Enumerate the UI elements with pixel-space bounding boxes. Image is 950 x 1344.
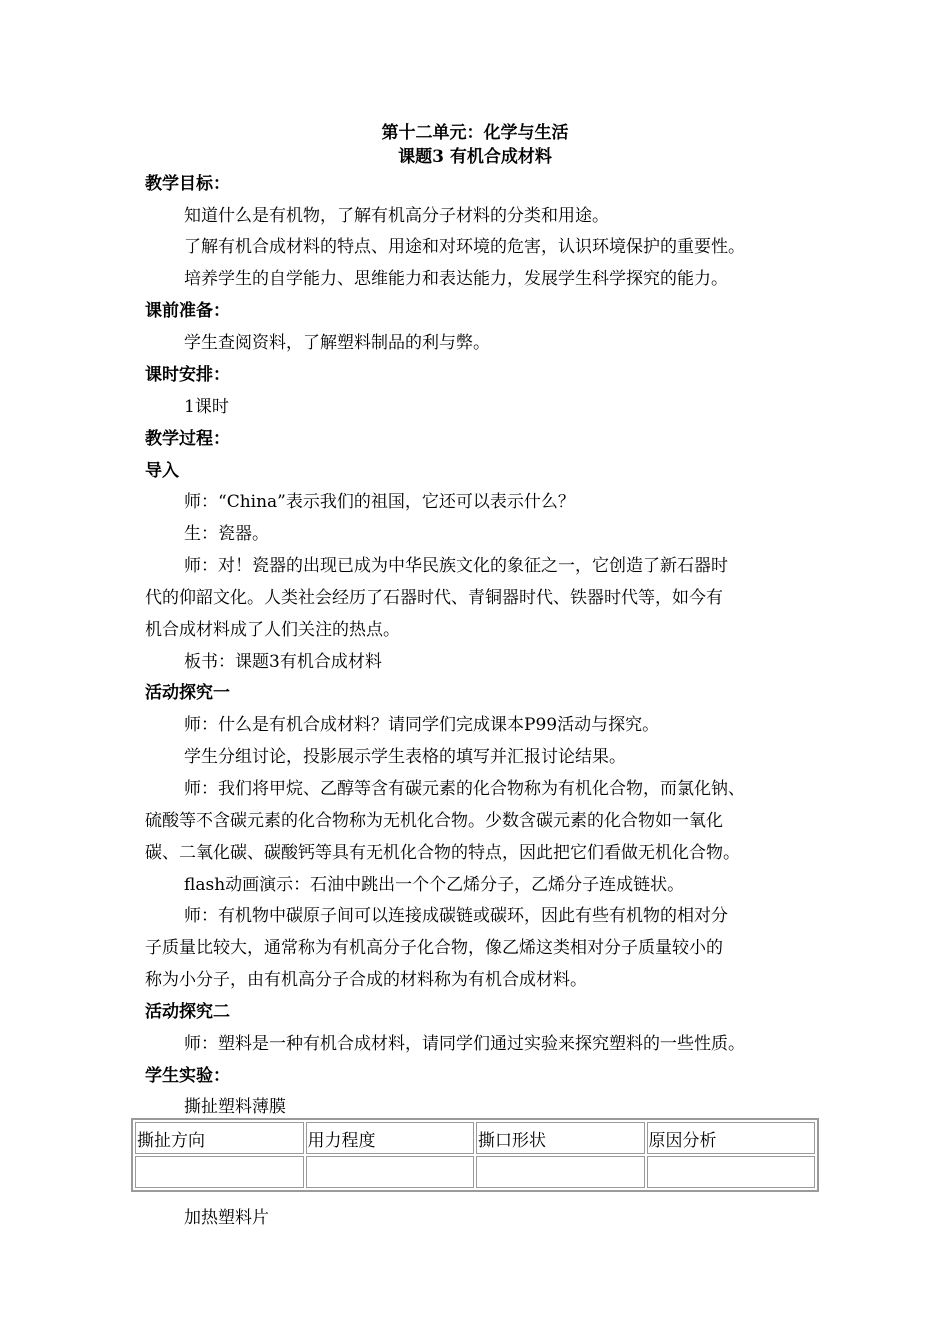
- table-cell: [135, 1156, 304, 1188]
- activity2-heading: 活动探究二: [145, 1002, 230, 1022]
- table-cell: [306, 1156, 475, 1188]
- experiment-table: [131, 1118, 819, 1192]
- intro-line: 代的仰韶文化。人类社会经历了石器时代、青铜器时代、铁器时代等，如今有: [145, 588, 723, 608]
- goals-heading: 教学目标：: [145, 174, 230, 194]
- intro-line: 师：“China”表示我们的祖国，它还可以表示什么？: [184, 492, 575, 512]
- activity1-line: 硫酸等不含碳元素的化合物称为无机化合物。少数含碳元素的化合物如一氧化: [145, 811, 723, 831]
- experiment1-label: 撕扯塑料薄膜: [184, 1097, 286, 1117]
- process-heading: 教学过程：: [145, 429, 230, 449]
- table-header-cell: 原因分析: [647, 1122, 816, 1154]
- intro-heading: 导入: [145, 461, 179, 481]
- table-header-cell: 撕口形状: [476, 1122, 645, 1154]
- schedule-heading: 课时安排：: [145, 365, 230, 385]
- intro-line: 板书：课题3有机合成材料: [184, 652, 382, 672]
- activity1-line: 师：我们将甲烷、乙醇等含有碳元素的化合物称为有机化合物，而氯化钠、: [184, 779, 745, 799]
- activity2-text: 师：塑料是一种有机合成材料，请同学们通过实验来探究塑料的一些性质。: [184, 1034, 745, 1054]
- intro-line: 师：对！瓷器的出现已成为中华民族文化的象征之一，它创造了新石器时: [184, 556, 728, 576]
- table-cell: [647, 1156, 816, 1188]
- prep-heading: 课前准备：: [145, 301, 230, 321]
- activity1-heading: 活动探究一: [145, 683, 230, 703]
- schedule-text: 1课时: [184, 397, 229, 417]
- document-title: 第十二单元：化学与生活: [381, 123, 569, 143]
- table-header-cell: 撕扯方向: [135, 1122, 304, 1154]
- goal-line: 了解有机合成材料的特点、用途和对环境的危害，认识环境保护的重要性。: [184, 237, 745, 257]
- experiment2-label: 加热塑料片: [184, 1208, 269, 1228]
- intro-line: 机合成材料成了人们关注的热点。: [145, 620, 400, 640]
- table-row: [135, 1156, 815, 1188]
- prep-text: 学生查阅资料，了解塑料制品的利与弊。: [184, 333, 490, 353]
- activity1-line: 碳、二氧化碳、碳酸钙等具有无机化合物的特点，因此把它们看做无机化合物。: [145, 843, 740, 863]
- document-subtitle: 课题3 有机合成材料: [398, 147, 552, 167]
- activity1-line: 师：什么是有机合成材料？请同学们完成课本P99活动与探究。: [184, 715, 660, 735]
- activity1-line: 学生分组讨论，投影展示学生表格的填写并汇报讨论结果。: [184, 747, 626, 767]
- goal-line: 知道什么是有机物，了解有机高分子材料的分类和用途。: [184, 206, 609, 226]
- table-cell: [476, 1156, 645, 1188]
- experiment-heading: 学生实验：: [145, 1066, 230, 1086]
- activity1-line: 师：有机物中碳原子间可以连接成碳链或碳环，因此有些有机物的相对分: [184, 906, 728, 926]
- table-header-cell: 用力程度: [306, 1122, 475, 1154]
- activity1-line: 称为小分子，由有机高分子合成的材料称为有机合成材料。: [145, 970, 587, 990]
- intro-line: 生：瓷器。: [184, 524, 269, 544]
- table-header-row: [135, 1122, 815, 1154]
- goal-line: 培养学生的自学能力、思维能力和表达能力，发展学生科学探究的能力。: [184, 269, 728, 289]
- activity1-line: 子质量比较大，通常称为有机高分子化合物，像乙烯这类相对分子质量较小的: [145, 938, 723, 958]
- activity1-line: flash动画演示：石油中跳出一个个乙烯分子，乙烯分子连成链状。: [184, 875, 685, 895]
